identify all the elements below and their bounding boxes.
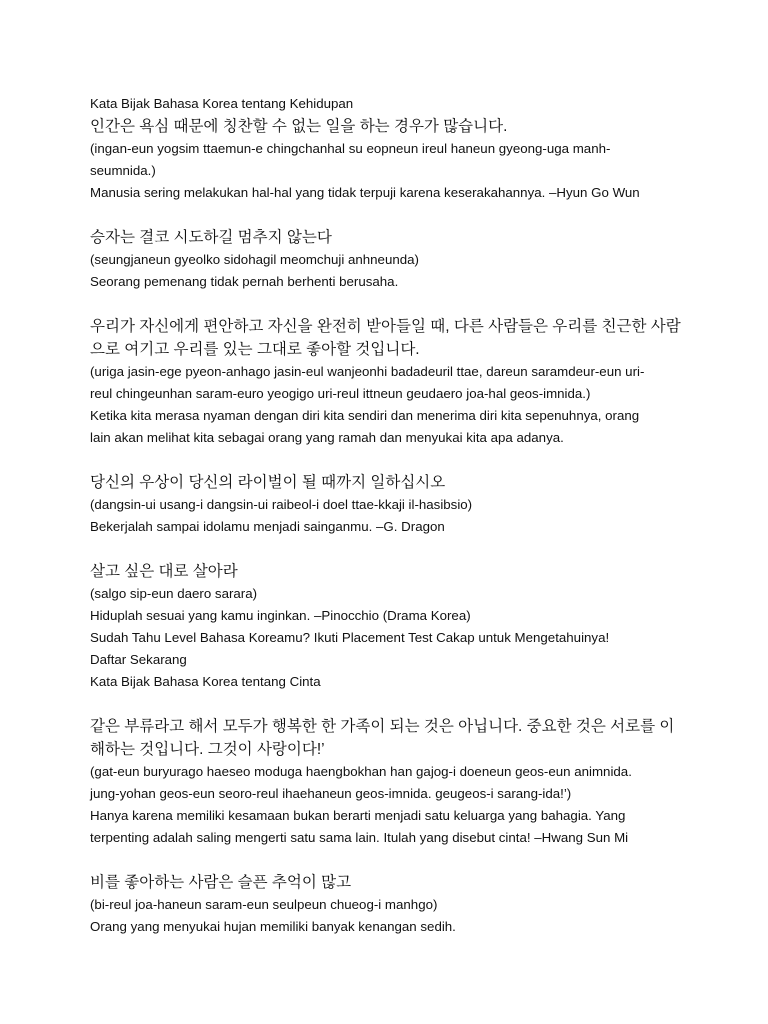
- korean-text: 해하는 것입니다. 그것이 사랑이다!’: [90, 741, 325, 758]
- quote-block: [90, 115, 680, 204]
- romanization-text: jung-yohan geos-eun seoro-reul ihaehaneun geos-imnida. geugeos-i sarang-ida!’): [90, 786, 572, 801]
- korean-text: 우리가 자신에게 편안하고 자신을 완전히 받아들일 때, 다른 사람들은 우리를 친근한 사람: [90, 318, 681, 335]
- heading-love: Kata Bijak Bahasa Korea tentang Cinta: [90, 674, 321, 689]
- korean-text: 승자는 결코 시도하길 멈추지 않는다: [90, 229, 332, 246]
- translation-text: Ketika kita merasa nyaman dengan diri kita sendiri dan menerima diri kita sepenuhnya, orang: [90, 408, 640, 423]
- promo-text: Sudah Tahu Level Bahasa Koreamu? Ikuti Placement Test Cakap untuk Mengetahuinya!: [90, 630, 610, 645]
- romanization-text: seumnida.): [90, 163, 156, 178]
- translation-text: Bekerjalah sampai idolamu menjadi sainganmu. –G. Dragon: [90, 519, 445, 534]
- quote-block: [90, 471, 680, 538]
- translation-text: Manusia sering melakukan hal-hal yang tidak terpuji karena keserakahannya. –Hyun Go Wun: [90, 185, 640, 200]
- korean-text: 당신의 우상이 당신의 라이벌이 될 때까지 일하십시오: [90, 474, 446, 491]
- spacer: [90, 293, 680, 315]
- spacer: [90, 204, 680, 226]
- romanization-text: (uriga jasin-ege pyeon-anhago jasin-eul wanjeonhi badadeuril ttae, dareun saramdeur-eun uri-: [90, 364, 645, 379]
- translation-text: Orang yang menyukai hujan memiliki banyak kenangan sedih.: [90, 919, 456, 934]
- romanization-text: (salgo sip-eun daero sarara): [90, 586, 258, 601]
- quote-block: [90, 226, 680, 293]
- korean-text: 살고 싶은 대로 살아라: [90, 563, 238, 580]
- translation-text: Hiduplah sesuai yang kamu inginkan. –Pinocchio (Drama Korea): [90, 608, 471, 623]
- translation-text: Hanya karena memiliki kesamaan bukan berarti menjadi satu keluarga yang bahagia. Yang: [90, 808, 626, 823]
- quote-block: [90, 715, 680, 849]
- romanization-text: (gat-eun buryurago haeseo moduga haengbokhan han gajog-i doeneun geos-eun animnida.: [90, 764, 632, 779]
- korean-text: 비를 좋아하는 사람은 슬픈 추억이 많고: [90, 874, 352, 891]
- spacer: [90, 538, 680, 560]
- quote-block: [90, 315, 680, 449]
- spacer: [90, 849, 680, 871]
- translation-text: terpenting adalah saling mengerti satu sama lain. Itulah yang disebut cinta! –Hwang Sun Mi: [90, 830, 629, 845]
- romanization-text: (seungjaneun gyeolko sidohagil meomchuji anhneunda): [90, 252, 419, 267]
- romanization-text: (dangsin-ui usang-i dangsin-ui raibeol-i doel ttae-kkaji il-hasibsio): [90, 497, 473, 512]
- quote-block: [90, 560, 680, 627]
- quote-block: [90, 871, 680, 938]
- romanization-text: reul chingeunhan saram-euro yeogigo uri-reul ittneun geudaero joa-hal geos-imnida.): [90, 386, 591, 401]
- spacer: [90, 693, 680, 715]
- heading-life: Kata Bijak Bahasa Korea tentang Kehidupan: [90, 96, 354, 111]
- translation-text: Seorang pemenang tidak pernah berhenti berusaha.: [90, 274, 399, 289]
- korean-text: 으로 여기고 우리를 있는 그대로 좋아할 것입니다.: [90, 341, 420, 358]
- translation-text: lain akan melihat kita sebagai orang yang ramah dan menyukai kita apa adanya.: [90, 430, 564, 445]
- spacer: [90, 449, 680, 471]
- romanization-text: (bi-reul joa-haneun saram-eun seulpeun chueog-i manhgo): [90, 897, 438, 912]
- document-page: [90, 93, 680, 938]
- romanization-text: (ingan-eun yogsim ttaemun-e chingchanhal su eopneun ireul haneun gyeong-uga manh-: [90, 141, 611, 156]
- korean-text: 같은 부류라고 해서 모두가 행복한 한 가족이 되는 것은 아닙니다. 중요한 것은 서로를 이: [90, 718, 675, 735]
- promo-link[interactable]: Daftar Sekarang: [90, 652, 187, 667]
- korean-text: 인간은 욕심 때문에 칭찬할 수 없는 일을 하는 경우가 많습니다.: [90, 118, 508, 135]
